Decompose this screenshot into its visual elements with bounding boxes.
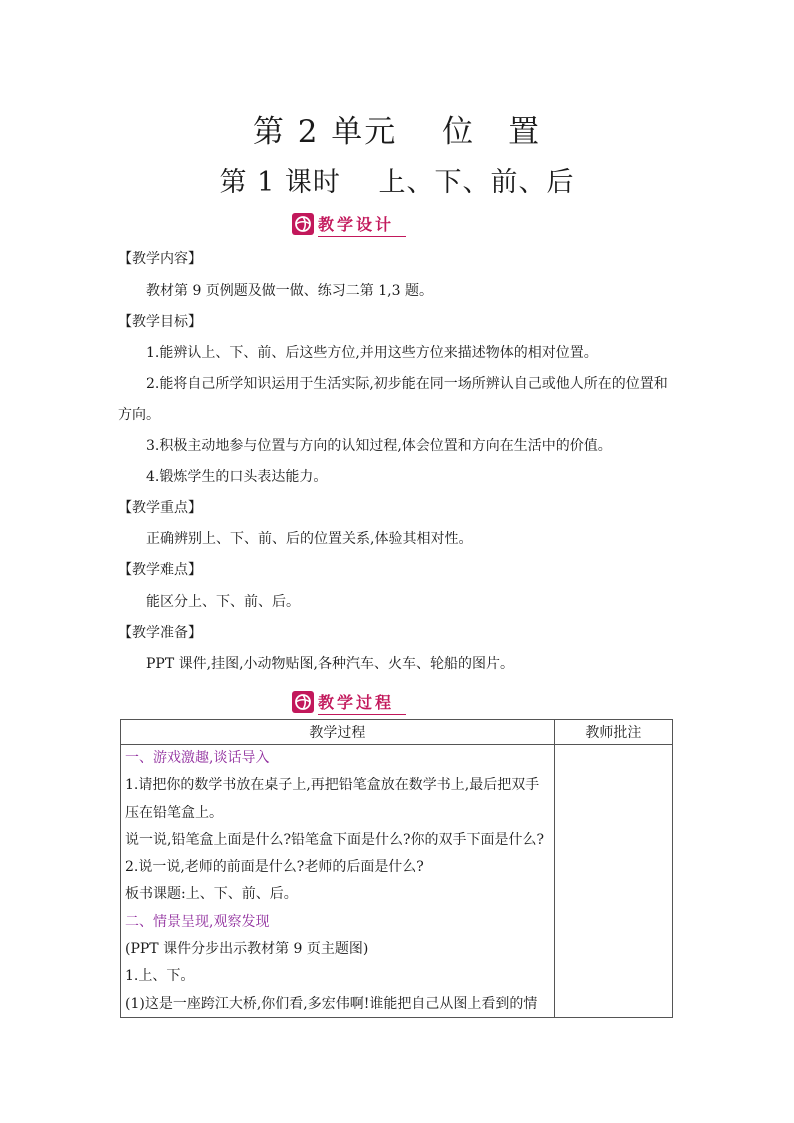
section-paragraph: 4.锻炼学生的口头表达能力。 [146,469,328,485]
process-line: 2.说一说,老师的前面是什么?老师的后面是什么? [125,859,424,876]
process-line: 说一说,铅笔盒上面是什么?铅笔盒下面是什么?你的双手下面是什么? [125,831,544,848]
notes-column-header: 教师批注 [554,720,672,745]
process-line: (PPT 课件分步出示教材第 9 页主题图) [125,941,369,958]
flower-logo-icon [292,213,314,235]
process-line: 板书课题:上、下、前、后。 [125,886,298,903]
unit-title: 第 2 单元 位 置 [252,114,542,150]
process-line: 1.请把你的数学书放在桌子上,再把铅笔盒放在数学书上,最后把双手压在铅笔盒上。 [125,777,540,821]
section-paragraph: 3.积极主动地参与位置与方向的认知过程,体会位置和方向在生活中的价值。 [146,438,612,454]
section-heading: 【教学目标】 [118,314,202,330]
process-line: 1.上、下。 [125,968,195,985]
process-stage-heading: 一、游戏激趣,谈话导入 [125,750,270,766]
section-heading: 【教学难点】 [118,562,202,578]
teaching-process-label: 教学过程 [318,690,406,715]
section-heading: 【教学重点】 [118,500,202,516]
process-stage-heading: 二、情景呈现,观察发现 [125,913,270,930]
section-paragraph: 1.能辨认上、下、前、后这些方位,并用这些方位来描述物体的相对位置。 [146,345,598,361]
section-paragraph: 教材第 9 页例题及做一做、练习二第 1,3 题。 [146,283,433,299]
section-heading: 【教学内容】 [118,251,202,267]
section-paragraph: PPT 课件,挂图,小动物贴图,各种汽车、火车、轮船的图片。 [146,656,514,672]
section-heading: 【教学准备】 [118,625,202,641]
section-paragraph: 2.能将自己所学知识运用于生活实际,初步能在同一场所辨认自己或他人所在的位置和方向。 [118,376,668,423]
notes-cell [554,745,672,1018]
section-paragraph: 能区分上、下、前、后。 [146,594,300,610]
flower-logo-icon [292,691,314,713]
teaching-process-badge [292,690,406,714]
process-column-header: 教学过程 [121,720,555,745]
process-cell [121,745,555,1018]
lesson-title: 第 1 课时 上、下、前、后 [219,167,575,198]
teaching-design-badge [292,212,406,236]
process-line: (1)这是一座跨江大桥,你们看,多宏伟啊!谁能把自己从图上看到的情 [125,995,538,1012]
section-paragraph: 正确辨别上、下、前、后的位置关系,体验其相对性。 [146,531,473,547]
teaching-design-label: 教学设计 [318,212,406,237]
teaching-process-table [120,719,673,1018]
